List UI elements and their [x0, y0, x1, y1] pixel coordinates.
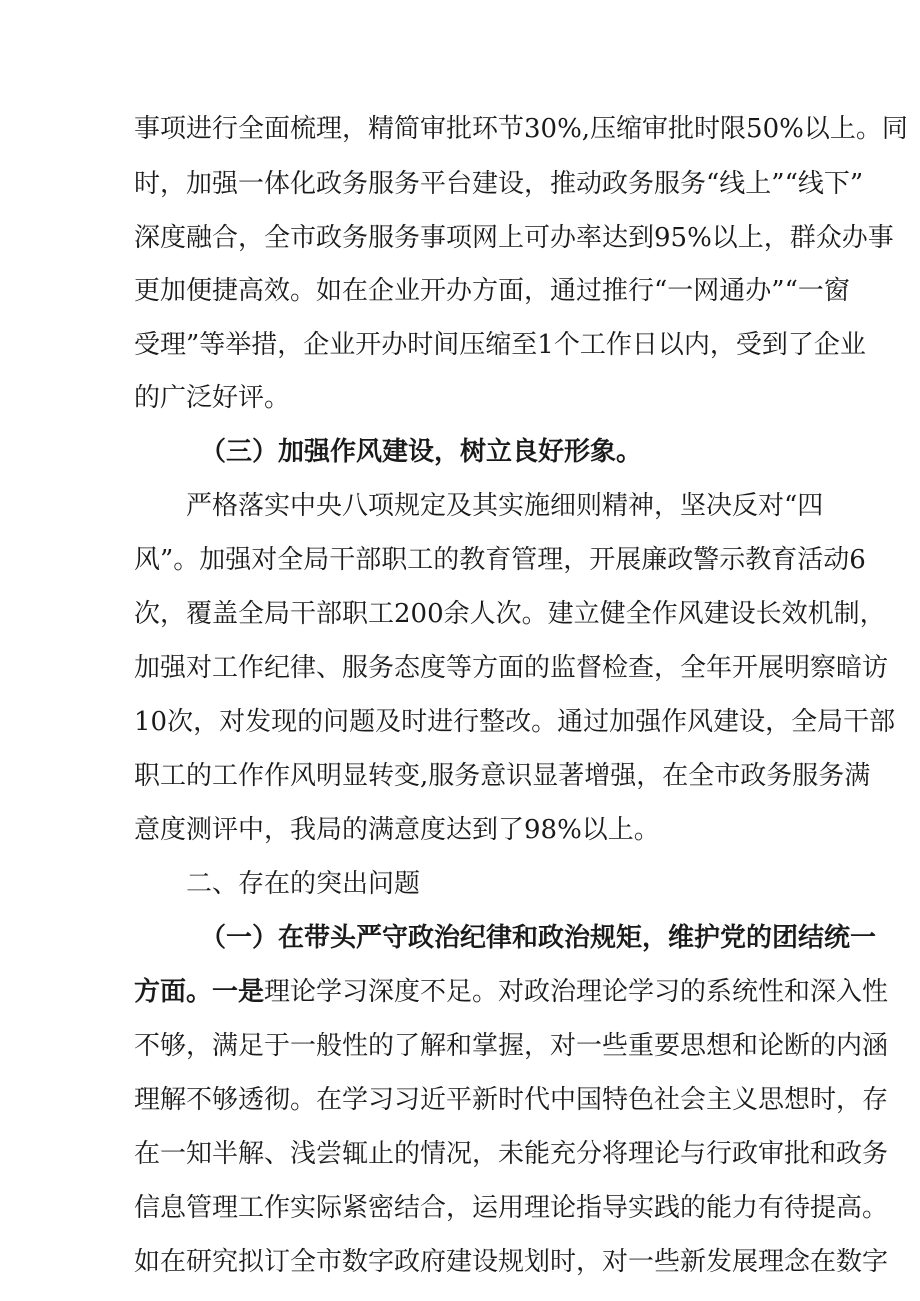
- paragraph-line: 风”。加强对全局干部职工的教育管理，开展廉政警示教育活动6: [134, 545, 866, 575]
- paragraph-line: 深度融合，全市政务服务事项网上可办率达到95%以上，群众办事: [134, 223, 894, 253]
- paragraph-line: 加强对工作纪律、服务态度等方面的监督检查，全年开展明察暗访: [134, 653, 889, 683]
- paragraph-line: 的广泛好评。: [134, 383, 291, 413]
- paragraph-line: 不够，满足于一般性的了解和掌握，对一些重要思想和论断的内涵: [134, 1031, 889, 1061]
- paragraph-line: 严格落实中央八项规定及其实施细则精神，坚决反对“四: [186, 491, 824, 521]
- paragraph-line: 更加便捷高效。如在企业开办方面，通过推行“一网通办”“一窗: [134, 276, 850, 306]
- chapter-heading: 二、存在的突出问题: [186, 869, 421, 899]
- section-title: （三）加强作风建设，树立良好形象。: [200, 437, 643, 467]
- paragraph-line: 在一知半解、浅尝辄止的情况，未能充分将理论与行政审批和政务: [134, 1139, 889, 1169]
- subsection-title-lead: 方面。一是: [134, 977, 265, 1007]
- paragraph-line: 职工的工作作风明显转变,服务意识显著增强，在全市政务服务满: [134, 761, 871, 791]
- paragraph-line: 事项进行全面梳理，精简审批环节30%,压缩审批时限50%以上。同: [134, 114, 908, 144]
- paragraph-line: 理解不够透彻。在学习习近平新时代中国特色社会主义思想时，存: [134, 1085, 889, 1115]
- paragraph-line: 受理”等举措，企业开办时间压缩至1个工作日以内，受到了企业: [134, 330, 866, 360]
- subsection-title: （一）在带头严守政治纪律和政治规矩，维护党的团结统一: [200, 923, 877, 953]
- paragraph-line: 如在研究拟订全市数字政府建设规划时，对一些新发展理念在数字: [134, 1247, 889, 1277]
- subsection-title-continuation: [134, 972, 889, 1012]
- paragraph-line: 时，加强一体化政务服务平台建设，推动政务服务“线上”“线下”: [134, 169, 864, 199]
- paragraph-line: 信息管理工作实际紧密结合，运用理论指导实践的能力有待提高。: [134, 1193, 889, 1223]
- paragraph-line: 10次，对发现的问题及时进行整改。通过加强作风建设，全局干部: [134, 707, 896, 737]
- paragraph-line: 意度测评中，我局的满意度达到了98%以上。: [134, 815, 660, 845]
- paragraph-line: 次，覆盖全局干部职工200余人次。建立健全作风建设长效机制，: [134, 599, 886, 629]
- subsection-text: 理论学习深度不足。对政治理论学习的系统性和深入性: [264, 977, 889, 1007]
